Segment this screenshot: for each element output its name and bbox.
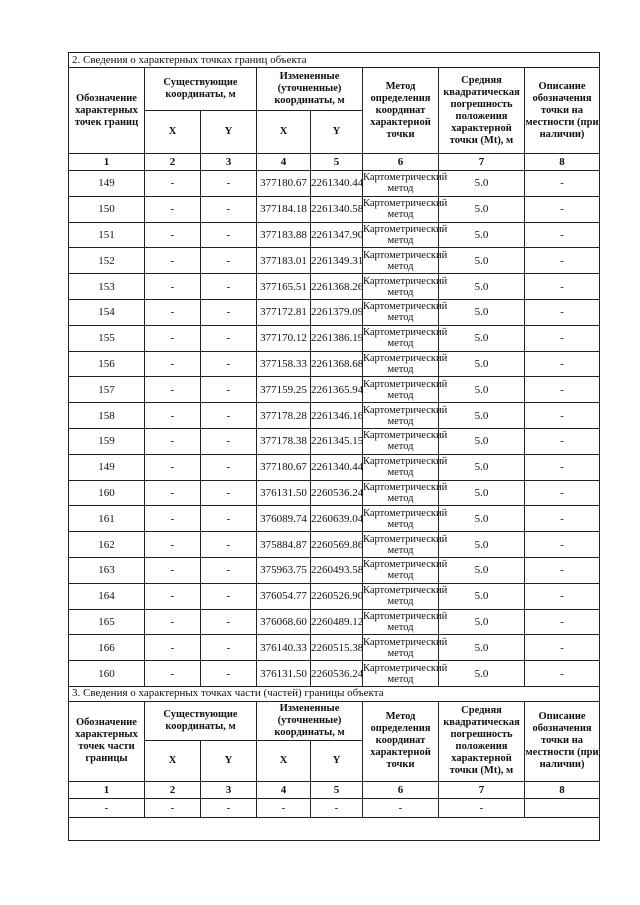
header-existing-y: Y: [201, 111, 257, 154]
column-number: 3: [201, 154, 257, 171]
existing-y-cell: -: [201, 798, 257, 817]
description-cell: -: [525, 661, 600, 687]
existing-y-cell: -: [201, 222, 257, 248]
changed-x-cell: 377180.67: [257, 171, 311, 197]
header-changed-y: Y: [311, 740, 363, 781]
existing-y-cell: -: [201, 557, 257, 583]
accuracy-cell: 5.0: [439, 377, 525, 403]
description-cell: -: [525, 506, 600, 532]
method-cell: Картометрический метод: [363, 533, 448, 556]
changed-y-cell: 2261340.44: [311, 454, 363, 480]
existing-x-cell: -: [145, 583, 201, 609]
changed-x-cell: 377183.01: [257, 248, 311, 274]
table-row: [69, 299, 600, 325]
existing-y-cell: -: [201, 661, 257, 687]
changed-x-cell: 377165.51: [257, 274, 311, 300]
description-cell: -: [525, 196, 600, 222]
accuracy-cell: 5.0: [439, 583, 525, 609]
accuracy-cell: 5.0: [439, 222, 525, 248]
point-id-cell: 165: [69, 609, 145, 635]
section2-title: 2. Сведения о характерных точках границ объекта: [69, 53, 600, 68]
point-id-cell: 151: [69, 222, 145, 248]
existing-x-cell: -: [145, 274, 201, 300]
existing-y-cell: -: [201, 403, 257, 429]
existing-x-cell: -: [145, 532, 201, 558]
method-cell: Картометрический метод: [363, 172, 448, 195]
existing-x-cell: -: [145, 403, 201, 429]
description-cell: -: [525, 454, 600, 480]
accuracy-cell: 5.0: [439, 351, 525, 377]
changed-x-cell: 377172.81: [257, 299, 311, 325]
changed-y-cell: 2260526.90: [311, 583, 363, 609]
column-number: 3: [201, 781, 257, 798]
point-id-cell: 155: [69, 325, 145, 351]
existing-y-cell: -: [201, 454, 257, 480]
column-number: 7: [439, 154, 525, 171]
changed-x-cell: 377170.12: [257, 325, 311, 351]
changed-x-cell: 377180.67: [257, 454, 311, 480]
description-cell: -: [525, 480, 600, 506]
table-row: [69, 171, 600, 197]
existing-x-cell: -: [145, 798, 201, 817]
accuracy-cell: 5.0: [439, 635, 525, 661]
header-method: Метод определения координат характерной точки: [363, 701, 439, 781]
point-id-cell: 164: [69, 583, 145, 609]
table-row: [69, 454, 600, 480]
method-cell: Картометрический метод: [363, 559, 448, 582]
changed-y-cell: 2260489.12: [311, 609, 363, 635]
existing-x-cell: -: [145, 196, 201, 222]
header-method: Метод определения координат характерной точки: [363, 68, 439, 154]
header-existing-x: X: [145, 740, 201, 781]
description-cell: -: [525, 609, 600, 635]
point-id-cell: 150: [69, 196, 145, 222]
existing-y-cell: -: [201, 635, 257, 661]
changed-y-cell: 2260515.38: [311, 635, 363, 661]
changed-y-cell: 2261347.90: [311, 222, 363, 248]
description-cell: -: [525, 274, 600, 300]
table-row: [69, 428, 600, 454]
changed-y-cell: 2261365.94: [311, 377, 363, 403]
existing-x-cell: -: [145, 377, 201, 403]
changed-y-cell: 2261346.16: [311, 403, 363, 429]
accuracy-cell: 5.0: [439, 248, 525, 274]
changed-x-cell: 375884.87: [257, 532, 311, 558]
accuracy-cell: 5.0: [439, 557, 525, 583]
point-id-cell: 160: [69, 480, 145, 506]
method-cell: Картометрический метод: [363, 662, 448, 685]
existing-x-cell: -: [145, 351, 201, 377]
point-id-cell: -: [69, 798, 145, 817]
existing-x-cell: -: [145, 609, 201, 635]
description-cell: -: [525, 299, 600, 325]
description-cell: -: [525, 171, 600, 197]
existing-x-cell: -: [145, 480, 201, 506]
header-description: Описание обозначения точки на местности (при наличии): [525, 701, 600, 781]
header-changed-coords: Измененные (уточненные) координаты, м: [257, 701, 363, 740]
description-cell: -: [525, 532, 600, 558]
changed-y-cell: 2261340.44: [311, 171, 363, 197]
changed-x-cell: 376131.50: [257, 661, 311, 687]
point-id-cell: 152: [69, 248, 145, 274]
point-id-cell: 160: [69, 661, 145, 687]
changed-y-cell: 2261349.31: [311, 248, 363, 274]
existing-x-cell: -: [145, 325, 201, 351]
changed-x-cell: 376054.77: [257, 583, 311, 609]
column-number: 2: [145, 154, 201, 171]
column-number: 2: [145, 781, 201, 798]
existing-y-cell: -: [201, 480, 257, 506]
description-cell: -: [525, 428, 600, 454]
table-row: [69, 798, 600, 817]
existing-y-cell: -: [201, 351, 257, 377]
table-row: [69, 609, 600, 635]
column-number: 8: [525, 154, 600, 171]
point-id-cell: 156: [69, 351, 145, 377]
blank-cell: [69, 817, 600, 840]
table-row: [69, 506, 600, 532]
table-row: [69, 480, 600, 506]
column-number: 8: [525, 781, 600, 798]
existing-y-cell: -: [201, 325, 257, 351]
method-cell: Картометрический метод: [363, 456, 448, 479]
column-number: 1: [69, 154, 145, 171]
existing-x-cell: -: [145, 506, 201, 532]
accuracy-cell: 5.0: [439, 532, 525, 558]
column-number: 5: [311, 781, 363, 798]
column-numbers-row: [69, 154, 600, 171]
table-row: [69, 248, 600, 274]
point-id-cell: 159: [69, 428, 145, 454]
method-cell: Картометрический метод: [363, 610, 448, 633]
changed-x-cell: 377159.25: [257, 377, 311, 403]
existing-y-cell: -: [201, 196, 257, 222]
existing-y-cell: -: [201, 506, 257, 532]
changed-y-cell: 2261379.09: [311, 299, 363, 325]
header-existing-x: X: [145, 111, 201, 154]
changed-x-cell: 376131.50: [257, 480, 311, 506]
changed-y-cell: 2261368.68: [311, 351, 363, 377]
changed-y-cell: 2260639.04: [311, 506, 363, 532]
header-point-designation: Обозначение характерных точек части границы: [69, 701, 145, 781]
header-changed-x: X: [257, 111, 311, 154]
section3-table: [68, 686, 600, 841]
changed-y-cell: 2260536.24: [311, 480, 363, 506]
column-number: 7: [439, 781, 525, 798]
changed-y-cell: 2261345.15: [311, 428, 363, 454]
description-cell: -: [525, 248, 600, 274]
accuracy-cell: -: [439, 798, 525, 817]
accuracy-cell: 5.0: [439, 480, 525, 506]
header-existing-coords: Существующие координаты, м: [145, 701, 257, 740]
method-cell: Картометрический метод: [363, 275, 448, 298]
changed-x-cell: 377184.18: [257, 196, 311, 222]
existing-y-cell: -: [201, 274, 257, 300]
point-id-cell: 166: [69, 635, 145, 661]
accuracy-cell: 5.0: [439, 325, 525, 351]
section2-table: [68, 52, 600, 687]
existing-x-cell: -: [145, 661, 201, 687]
accuracy-cell: 5.0: [439, 661, 525, 687]
document-page: [68, 52, 599, 841]
table-row: [69, 661, 600, 687]
column-number: 6: [363, 781, 439, 798]
table-row: [69, 222, 600, 248]
existing-x-cell: -: [145, 454, 201, 480]
table-row: [69, 377, 600, 403]
method-cell: Картометрический метод: [363, 301, 448, 324]
changed-y-cell: 2261368.26: [311, 274, 363, 300]
accuracy-cell: 5.0: [439, 171, 525, 197]
point-id-cell: 158: [69, 403, 145, 429]
existing-y-cell: -: [201, 583, 257, 609]
point-id-cell: 153: [69, 274, 145, 300]
column-number: 1: [69, 781, 145, 798]
method-cell: Картометрический метод: [363, 249, 448, 272]
header-accuracy: Средняя квадратическая погрешность положения характерной точки (Mt), м: [439, 68, 525, 154]
method-cell: Картометрический метод: [363, 585, 448, 608]
header-description: Описание обозначения точки на местности (при наличии): [525, 68, 600, 154]
accuracy-cell: 5.0: [439, 196, 525, 222]
changed-x-cell: 377158.33: [257, 351, 311, 377]
column-number: 6: [363, 154, 439, 171]
method-cell: Картометрический метод: [363, 327, 448, 350]
changed-x-cell: 377178.38: [257, 428, 311, 454]
accuracy-cell: 5.0: [439, 403, 525, 429]
changed-x-cell: -: [257, 798, 311, 817]
existing-x-cell: -: [145, 171, 201, 197]
column-number: 5: [311, 154, 363, 171]
point-id-cell: 162: [69, 532, 145, 558]
table-row: [69, 403, 600, 429]
header-changed-x: X: [257, 740, 311, 781]
method-cell: Картометрический метод: [363, 223, 448, 246]
point-id-cell: 163: [69, 557, 145, 583]
table-row: [69, 196, 600, 222]
changed-x-cell: 375963.75: [257, 557, 311, 583]
method-cell: Картометрический метод: [363, 352, 448, 375]
description-cell: -: [525, 325, 600, 351]
header-changed-y: Y: [311, 111, 363, 154]
table-row: [69, 325, 600, 351]
changed-y-cell: -: [311, 798, 363, 817]
description-cell: -: [525, 222, 600, 248]
existing-y-cell: -: [201, 377, 257, 403]
method-cell: Картометрический метод: [363, 507, 448, 530]
existing-y-cell: -: [201, 248, 257, 274]
description-cell: -: [525, 403, 600, 429]
header-existing-coords: Существующие координаты, м: [145, 68, 257, 111]
column-number: 4: [257, 781, 311, 798]
accuracy-cell: 5.0: [439, 274, 525, 300]
point-id-cell: 149: [69, 454, 145, 480]
changed-y-cell: 2260536.24: [311, 661, 363, 687]
existing-y-cell: -: [201, 299, 257, 325]
point-id-cell: 154: [69, 299, 145, 325]
existing-x-cell: -: [145, 428, 201, 454]
accuracy-cell: 5.0: [439, 299, 525, 325]
changed-x-cell: 376140.33: [257, 635, 311, 661]
changed-y-cell: 2260569.86: [311, 532, 363, 558]
table-row: [69, 274, 600, 300]
existing-y-cell: -: [201, 609, 257, 635]
accuracy-cell: 5.0: [439, 609, 525, 635]
existing-y-cell: -: [201, 428, 257, 454]
method-cell: Картометрический метод: [363, 404, 448, 427]
header-accuracy: Средняя квадратическая погрешность положения характерной точки (Mt), м: [439, 701, 525, 781]
existing-y-cell: -: [201, 171, 257, 197]
description-cell: -: [525, 583, 600, 609]
existing-x-cell: -: [145, 635, 201, 661]
changed-y-cell: 2261386.19: [311, 325, 363, 351]
method-cell: Картометрический метод: [363, 198, 448, 221]
existing-x-cell: -: [145, 222, 201, 248]
point-id-cell: 161: [69, 506, 145, 532]
table-row: [69, 635, 600, 661]
section3-title: 3. Сведения о характерных точках части (частей) границы объекта: [69, 686, 600, 701]
changed-x-cell: 377178.28: [257, 403, 311, 429]
point-id-cell: 149: [69, 171, 145, 197]
existing-x-cell: -: [145, 248, 201, 274]
table-row: [69, 583, 600, 609]
method-cell: Картометрический метод: [363, 481, 448, 504]
method-cell: Картометрический метод: [363, 378, 448, 401]
method-cell: -: [363, 798, 439, 817]
changed-x-cell: 377183.88: [257, 222, 311, 248]
description-cell: -: [525, 635, 600, 661]
existing-x-cell: -: [145, 557, 201, 583]
changed-y-cell: 2261340.58: [311, 196, 363, 222]
table-row: [69, 351, 600, 377]
changed-y-cell: 2260493.58: [311, 557, 363, 583]
accuracy-cell: 5.0: [439, 428, 525, 454]
table-row: [69, 557, 600, 583]
description-cell: -: [525, 351, 600, 377]
description-cell: [525, 798, 600, 817]
existing-y-cell: -: [201, 532, 257, 558]
header-existing-y: Y: [201, 740, 257, 781]
point-id-cell: 157: [69, 377, 145, 403]
existing-x-cell: -: [145, 299, 201, 325]
table-row: [69, 532, 600, 558]
header-point-designation: Обозначение характерных точек границ: [69, 68, 145, 154]
description-cell: -: [525, 557, 600, 583]
blank-row: [69, 817, 600, 840]
method-cell: Картометрический метод: [363, 636, 448, 659]
column-numbers-row: [69, 781, 600, 798]
description-cell: -: [525, 377, 600, 403]
accuracy-cell: 5.0: [439, 506, 525, 532]
accuracy-cell: 5.0: [439, 454, 525, 480]
changed-x-cell: 376068.60: [257, 609, 311, 635]
changed-x-cell: 376089.74: [257, 506, 311, 532]
header-changed-coords: Измененные (уточненные) координаты, м: [257, 68, 363, 111]
method-cell: Картометрический метод: [363, 430, 448, 453]
column-number: 4: [257, 154, 311, 171]
